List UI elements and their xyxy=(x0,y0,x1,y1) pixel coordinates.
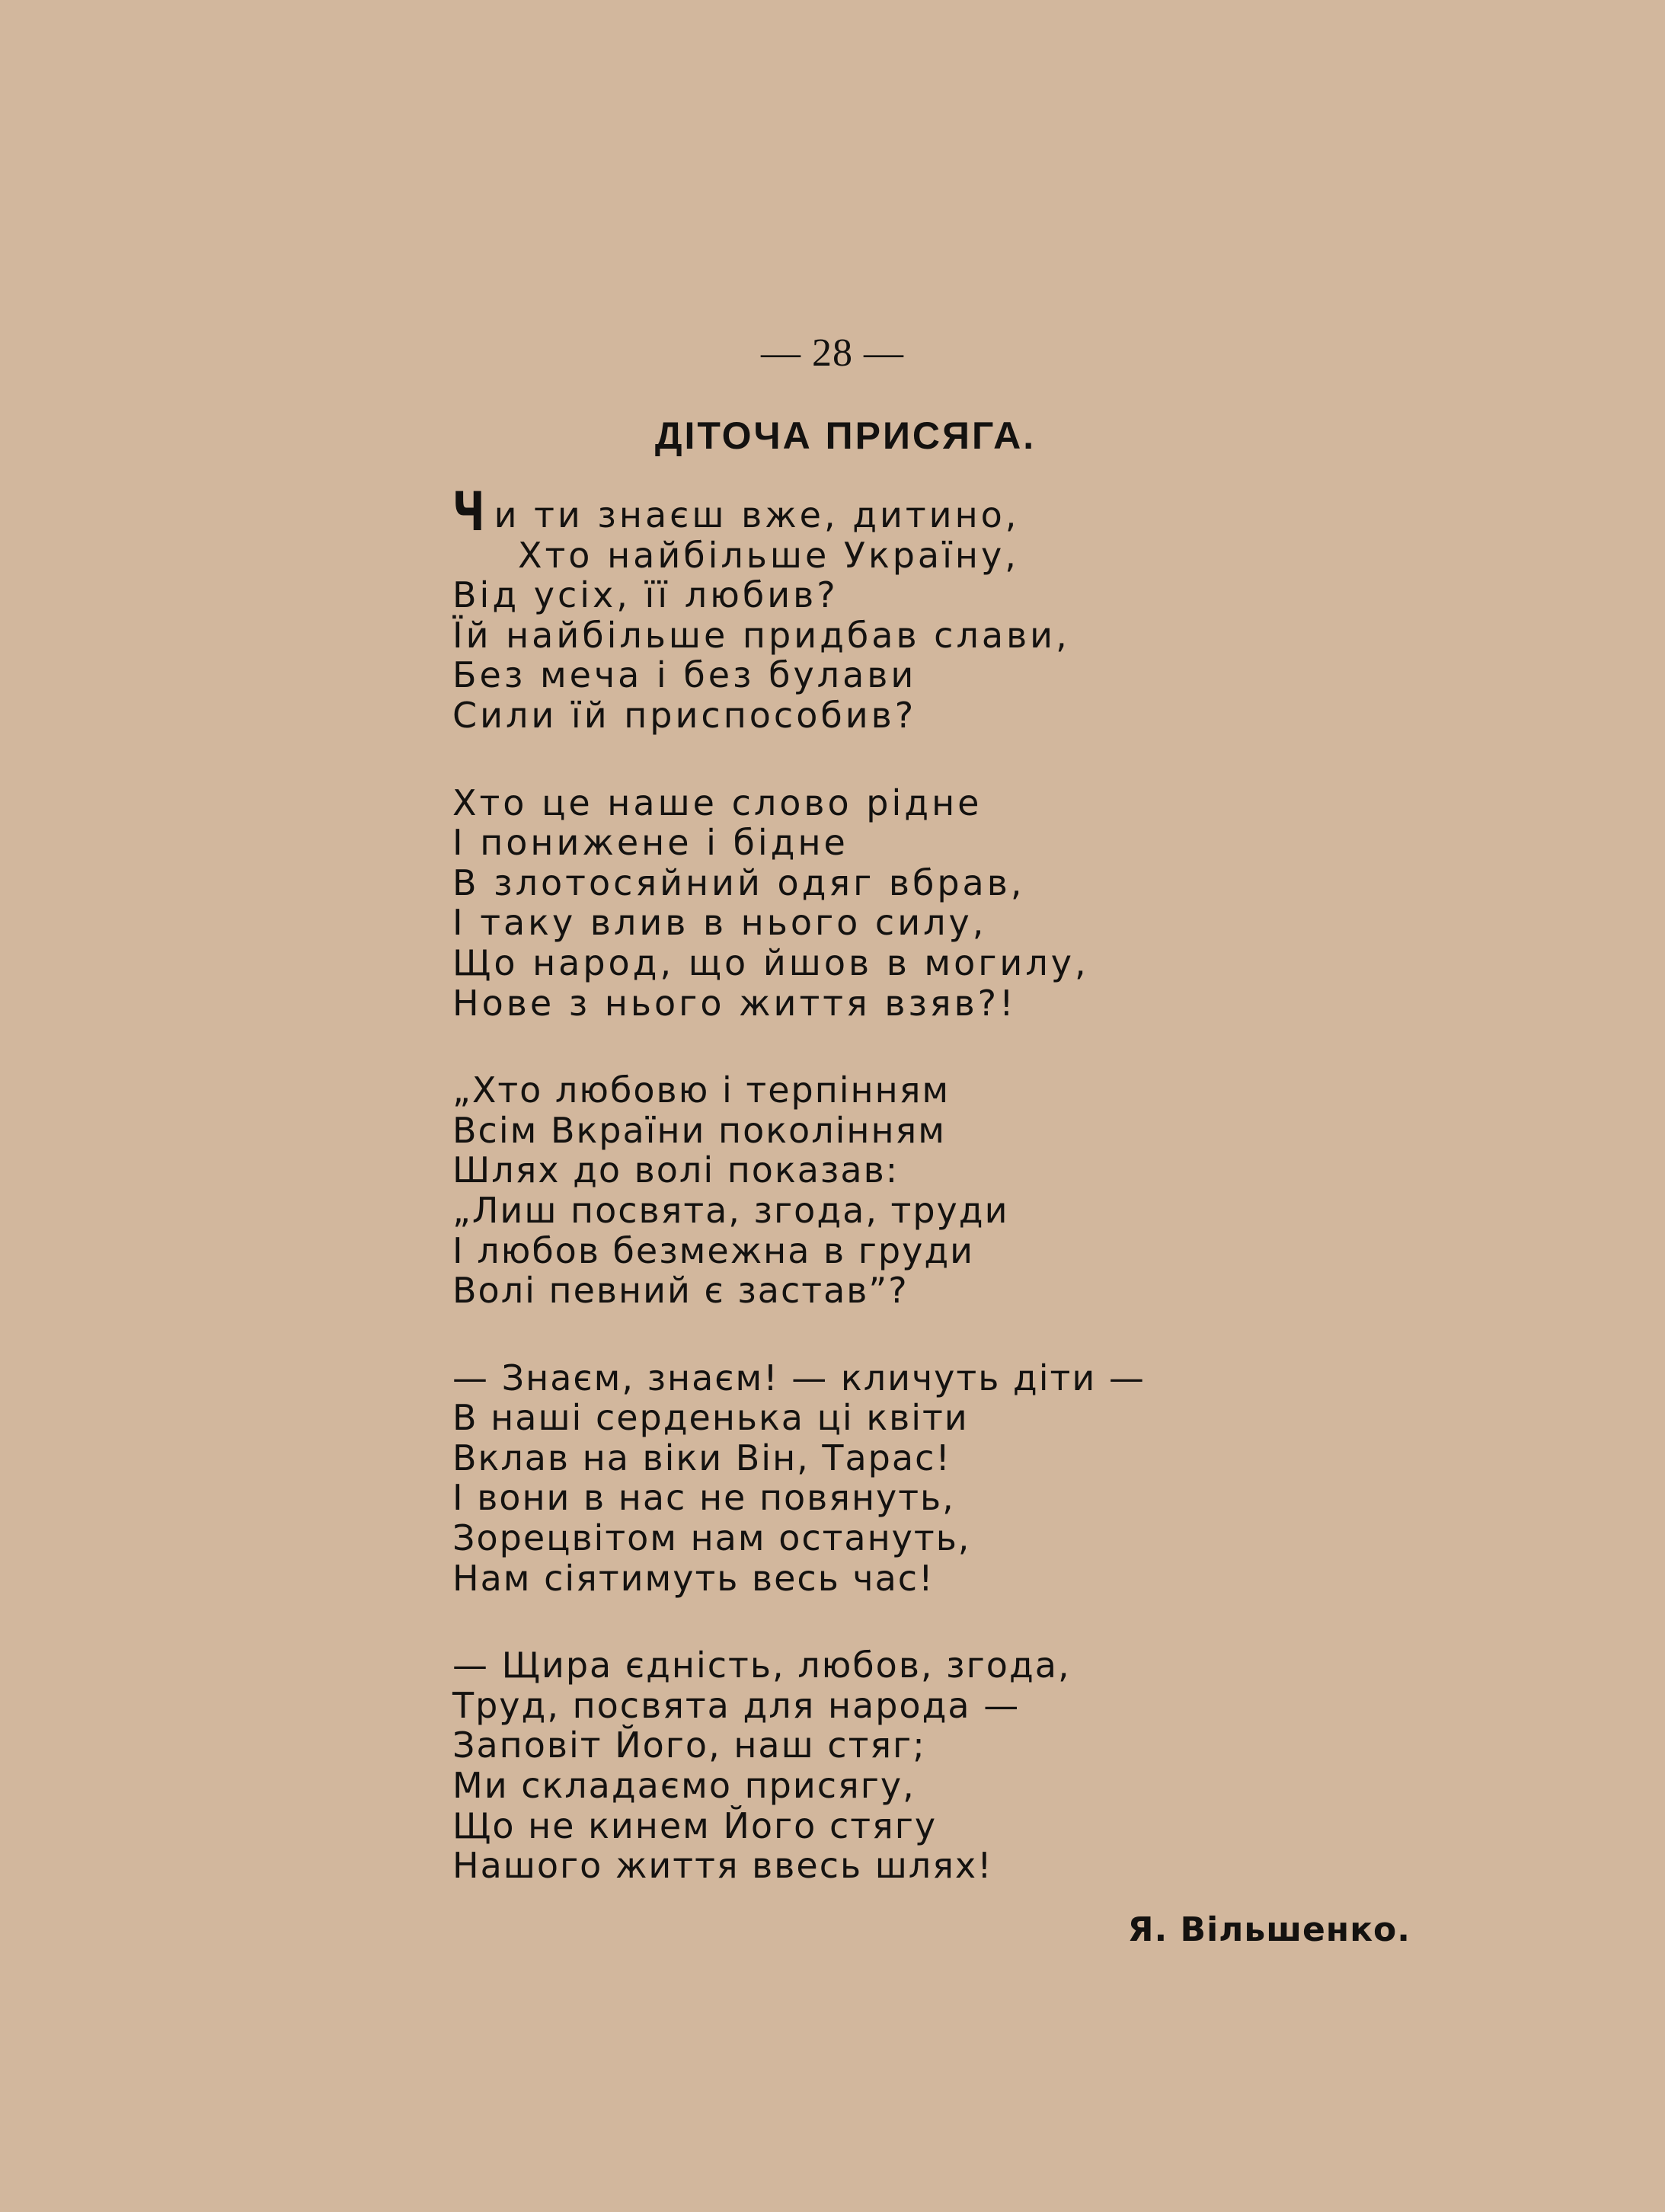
poem-line: Волі певний є застав”? xyxy=(452,1270,909,1312)
poem-line: Хто це наше слово рідне xyxy=(452,782,983,823)
poem-line: Нам сіятимуть весь час! xyxy=(452,1557,935,1599)
poem-line: Вклав на віки Він, Тарас! xyxy=(452,1437,951,1478)
drop-cap: Ч xyxy=(452,481,487,543)
poem-line: „Лиш посвята, згода, труди xyxy=(452,1189,1009,1231)
poem-line: Хто найбільше Україну, xyxy=(518,534,1019,576)
poem-line: І таку влив в нього силу, xyxy=(452,902,987,944)
page-number: — 28 — xyxy=(761,331,904,375)
poem-line: — Знаєм, знаєм! — кличуть діти — xyxy=(452,1357,1146,1398)
poem-line: Сили їй приспособив? xyxy=(452,694,917,736)
poem-line: І вони в нас не повянуть, xyxy=(452,1477,955,1519)
stanza-2 xyxy=(452,783,1443,1024)
poem-line: І любов безмежна в груди xyxy=(452,1229,975,1271)
poem-line: Всім Вкраїни поколінням xyxy=(452,1109,946,1151)
poem-line: В злотосяйний одяг вбрав, xyxy=(452,861,1025,903)
poem-line: Труд, посвята для народа — xyxy=(452,1684,1021,1726)
poem-line: Зорецвітом нам остануть, xyxy=(452,1517,971,1559)
poem-line: Ми складаємо присягу, xyxy=(452,1765,916,1807)
poem-line: В наші серденька ці квіти xyxy=(452,1397,969,1439)
stanza-1 xyxy=(452,481,1443,736)
poem-line-text: и ти знаєш вже, дитино, xyxy=(494,494,1020,535)
poem-line: Нашого життя ввесь шлях! xyxy=(452,1845,993,1887)
poem-line: Що не кинем Його стягу xyxy=(452,1804,938,1846)
poem-line: Їй найбільше придбав слави, xyxy=(452,614,1070,656)
stanza-3 xyxy=(452,1070,1443,1311)
poem-line: Нове з нього життя взяв?! xyxy=(452,982,1017,1024)
poem-line: Що народ, що йшов в могилу, xyxy=(452,941,1089,983)
stanza-5 xyxy=(452,1645,1443,1886)
poem-title: ДІТОЧА ПРИСЯГА. xyxy=(654,414,1037,457)
poem-line: Заповіт Його, наш стяг; xyxy=(452,1725,926,1766)
author-signature: Я. Вільшенко. xyxy=(1127,1910,1411,1949)
poem-line: Шлях до волі показав: xyxy=(452,1149,900,1191)
stanza-4 xyxy=(452,1358,1443,1599)
poem-line: — Щира єдність, любов, згода, xyxy=(452,1645,1071,1686)
poem-line: „Хто любовю і терпінням xyxy=(452,1069,951,1111)
poem-line: Без меча і без булави xyxy=(452,654,917,696)
poem-line: Від усіх, її любив? xyxy=(452,574,839,616)
poem-body xyxy=(452,481,1443,1887)
poem-line xyxy=(452,481,1443,543)
poem-line: І понижене і бідне xyxy=(452,822,848,864)
